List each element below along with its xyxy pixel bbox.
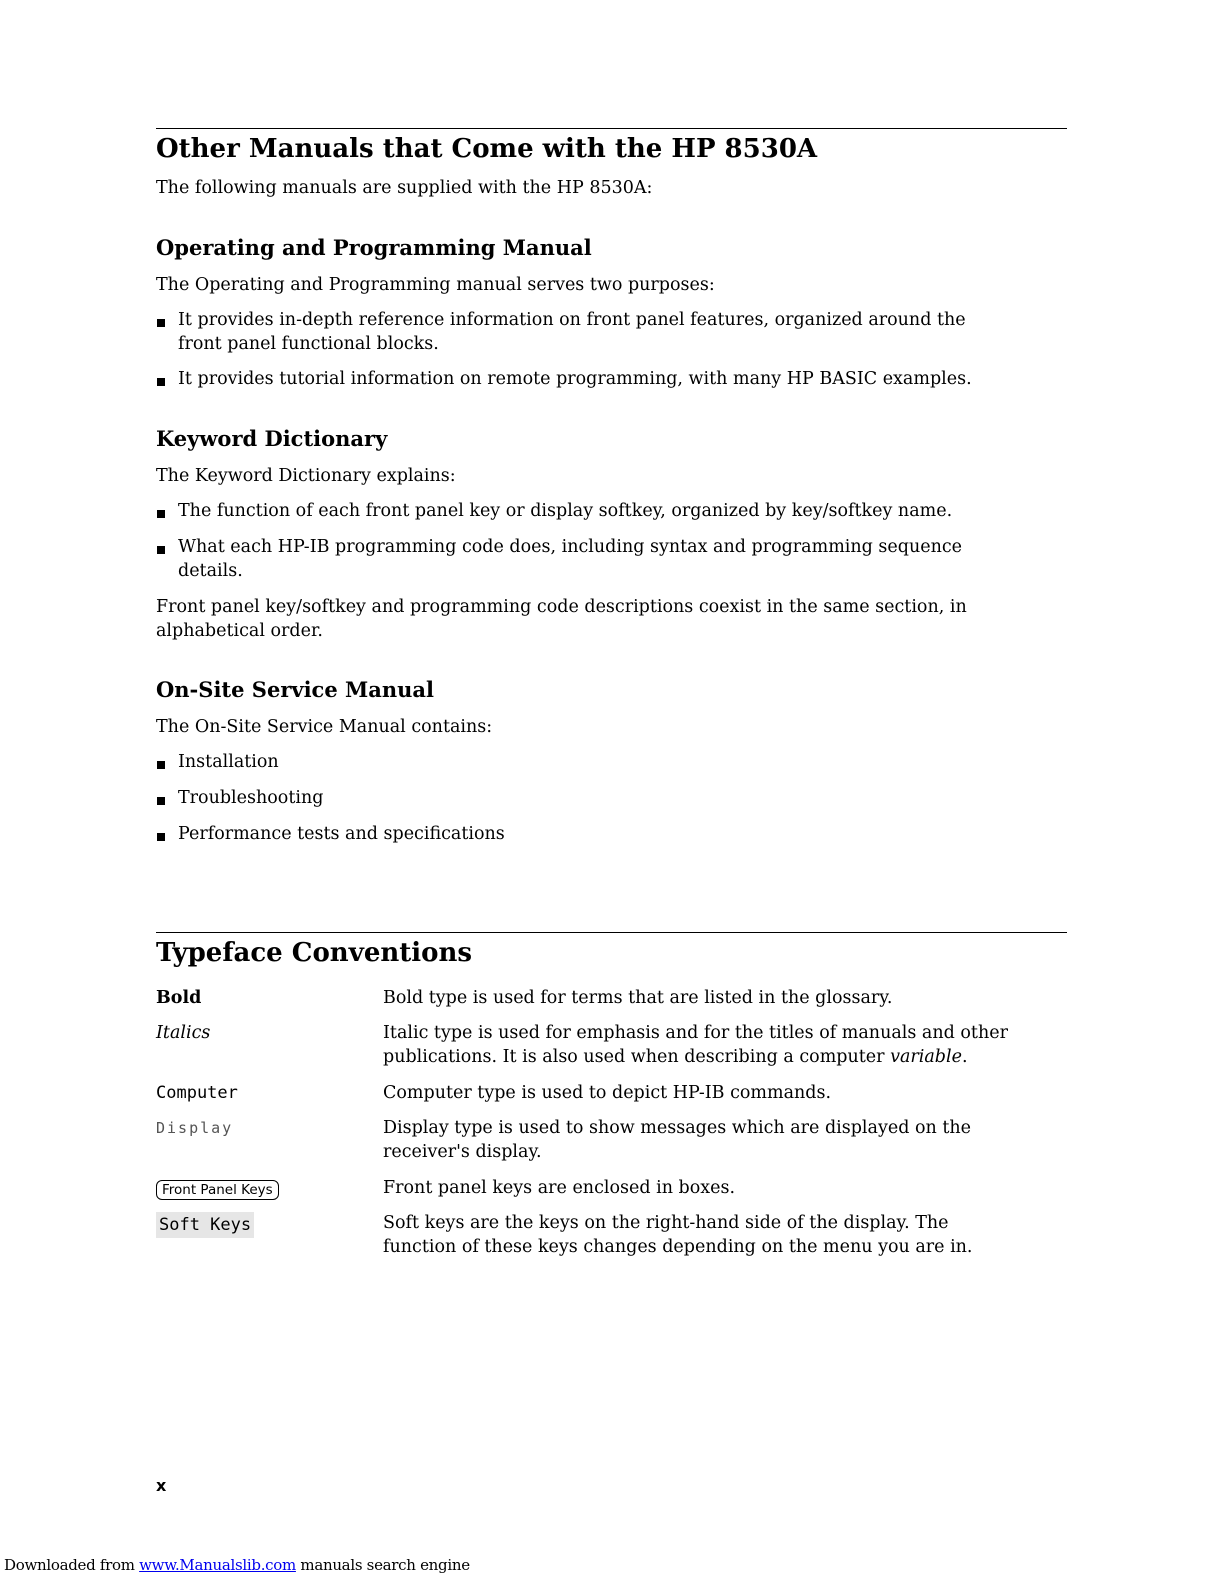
convention-label-bold: Bold [156,988,202,1008]
convention-label-computer: Computer [156,1083,238,1103]
bullet-line: details. [178,561,243,581]
convention-desc-italics [383,1021,1063,1069]
bullet-icon [157,378,165,386]
convention-label-italics: Italics [156,1023,211,1043]
desc-line-2 [383,1045,1063,1069]
footer-prefix: Downloaded from [4,1556,140,1574]
desc-text: publications. It is also used when describing a computer [383,1047,891,1067]
section-title-other-manuals: Other Manuals that Come with the HP 8530A [156,134,818,164]
desc-line: receiver's display. [383,1142,542,1162]
bullet-icon [157,546,165,554]
onsite-bullet-1: Installation [178,752,279,772]
section-title-typeface: Typeface Conventions [156,938,473,968]
desc-line: Front panel keys are enclosed in boxes. [383,1178,736,1198]
bullet-line: It provides in-depth reference information on front panel features, organized around the [178,310,966,330]
desc-line: Italic type is used for emphasis and for the titles of manuals and other [383,1023,1008,1043]
bullet-icon [157,510,165,518]
bullet-icon [157,319,165,327]
keyword-note [156,595,967,643]
heading-keyword-dictionary: Keyword Dictionary [156,426,388,451]
convention-label-front-panel-keys [156,1177,279,1201]
manualslib-link[interactable]: www.Manualslib.com [139,1556,296,1574]
keyword-bullet-1 [178,499,952,523]
convention-desc-soft-keys [383,1211,1063,1259]
convention-label-soft-keys [156,1212,254,1238]
desc-italic-word: variable [890,1047,962,1067]
soft-key-box: Soft Keys [156,1212,254,1238]
note-line: alphabetical order. [156,621,323,641]
keyword-bullet-2 [178,535,962,583]
convention-desc-bold [383,986,1063,1010]
section-rule-top [156,128,1067,129]
convention-desc-computer [383,1081,1063,1105]
heading-onsite-service: On-Site Service Manual [156,677,434,702]
footer-suffix: manuals search engine [295,1556,470,1574]
desc-line: Bold type is used for terms that are listed in the glossary. [383,988,893,1008]
note-line: Front panel key/softkey and programming code descriptions coexist in the same section, in [156,597,967,617]
onsite-intro: The On-Site Service Manual contains: [156,717,493,737]
desc-line: Display type is used to show messages which are displayed on the [383,1118,972,1138]
convention-desc-front-panel-keys [383,1176,1063,1200]
bullet-icon [157,797,165,805]
keyword-intro: The Keyword Dictionary explains: [156,466,456,486]
desc-line: Soft keys are the keys on the right-hand side of the display. The [383,1213,949,1233]
convention-desc-display [383,1116,1063,1164]
desc-line: Computer type is used to depict HP-IB commands. [383,1083,832,1103]
bullet-line: What each HP-IB programming code does, including syntax and programming sequence [178,537,963,557]
bullet-icon [157,833,165,841]
section-intro: The following manuals are supplied with the HP 8530A: [156,178,653,198]
operating-bullet-2 [178,367,972,391]
section-rule-typeface [156,932,1067,933]
page-number: x [156,1476,167,1495]
desc-line: function of these keys changes depending on the menu you are in. [383,1237,973,1257]
desc-end: . [961,1047,968,1067]
download-footer [4,1556,470,1574]
bullet-icon [157,761,165,769]
bullet-line: The function of each front panel key or display softkey, organized by key/softkey name. [178,501,953,521]
heading-operating-programming: Operating and Programming Manual [156,235,592,260]
bullet-line: It provides tutorial information on remote programming, with many HP BASIC examples. [178,369,972,389]
operating-bullet-1 [178,308,966,356]
front-panel-key-box: Front Panel Keys [156,1180,279,1200]
operating-intro: The Operating and Programming manual serves two purposes: [156,275,715,295]
onsite-bullet-2: Troubleshooting [178,788,324,808]
bullet-line: front panel functional blocks. [178,334,439,354]
convention-label-display: Display [156,1119,234,1137]
onsite-bullet-3: Performance tests and specifications [178,824,505,844]
